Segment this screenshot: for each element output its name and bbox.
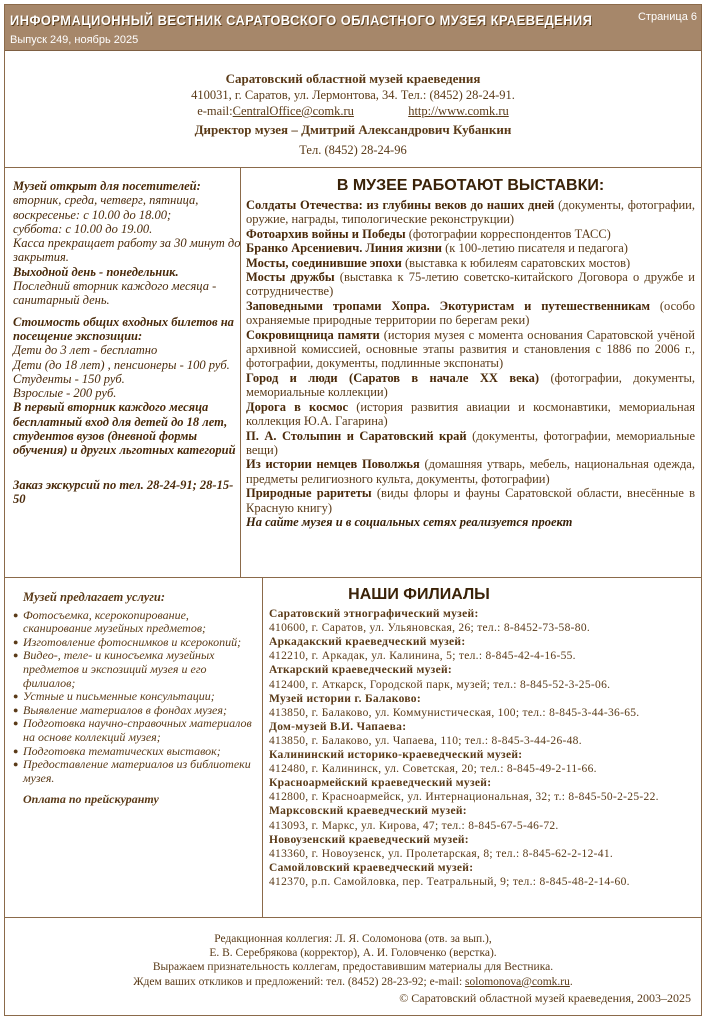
branch-name: Музей истории г. Балаково: (269, 692, 421, 705)
branch-name: Дом-музей В.И. Чапаева: (269, 720, 407, 733)
exhibition-name: Солдаты Отечества: из глубины веков до наших дней (246, 198, 555, 212)
visitor-info (13, 179, 241, 506)
exhibition-item (246, 429, 695, 458)
editorial-footer (5, 932, 701, 1005)
branch-address: 413850, г. Балаково, ул. Коммунистическая, 100; тел.: 8-845-3-44-36-65. (269, 706, 640, 719)
price-row: Студенты - 150 руб. (13, 371, 125, 386)
exhibition-name: Мосты дружбы (246, 270, 335, 285)
page-number: Страница 6 (637, 11, 697, 23)
editorial-line: Редакционная коллегия: Л. Я. Соломонова (отв. за вып.), (214, 933, 492, 945)
price-row: Взрослые - 200 руб. (13, 386, 117, 401)
branch-address: 412210, г. Аркадак, ул. Калинина, 5; тел.: 8-845-42-4-16-55. (269, 650, 576, 663)
column-divider (262, 577, 263, 917)
exhibitions-section (246, 177, 695, 529)
exhibition-name: Мосты, соединившие эпохи (246, 255, 402, 270)
service-item: ● Подготовка научно-справочных материалов на основе коллекций музея; (13, 717, 257, 744)
branch-address: 410600, г. Саратов, ул. Ульяновская, 26; тел.: 8-8452-73-58-80. (269, 622, 591, 635)
exhibition-name: П. А. Столыпин и Саратовский край (246, 428, 467, 443)
exhibition-item (246, 241, 695, 255)
issue-info: Выпуск 249, ноябрь 2025 (10, 34, 139, 46)
payment-note: Оплата по прейскуранту (23, 792, 159, 807)
exhibition-description: (история развития авиации и космонавтики, мемориальная коллекция Ю.А. Гагарина) (246, 399, 695, 429)
museum-address: 410031, г. Саратов, ул. Лермонтова, 34. Тел.: (8452) 28-24-91. (191, 88, 515, 102)
price-row: Дети до 3 лет - бесплатно (13, 343, 158, 358)
exhibition-item (246, 270, 695, 299)
service-item: ● Видео-, теле- и киносъемка музейных предметов и экспозиций музея и его филиалов; (13, 649, 257, 690)
branch-address: 413093, г. Маркс, ул. Кирова, 47; тел.: 8-845-67-5-46-72. (269, 819, 559, 832)
email-label: e-mail: (197, 104, 233, 118)
services-section (13, 591, 257, 807)
branch-address: 412480, г. Калининск, ул. Советская, 20; тел.: 8-845-49-2-11-66. (269, 763, 597, 776)
services-title: Музей предлагает услуги: (23, 590, 166, 604)
day-off: Выходной день - понедельник. (13, 264, 179, 279)
exhibition-name: Природные раритеты (246, 486, 372, 501)
exhibition-item (246, 457, 695, 486)
exhibition-description: (документы, фотографии, мемориальные вещи) (246, 428, 695, 457)
ticket-office-note: Касса прекращает работу за 30 минут до закрытия. (13, 236, 241, 265)
branch-name: Саратовский этнографический музей: (269, 608, 479, 621)
exhibitions-heading: В МУЗЕЕ РАБОТАЮТ ВЫСТАВКИ: (336, 177, 605, 194)
editorial-line: Выражаем признательность коллегам, предоставившим материалы для Вестника. (152, 961, 554, 974)
feedback-suffix: . (569, 975, 573, 988)
exhibition-item (246, 227, 695, 241)
exhibition-item (246, 198, 695, 227)
exhibition-description: (выставка к 75-летию советско-китайского Договора о дружбе и сотрудничестве) (246, 270, 695, 299)
service-item: ● Подготовка тематических выставок; (13, 745, 257, 759)
divider (5, 167, 701, 168)
excursion-booking: Заказ экскурсий по тел. 28-24-91; 28-15-50 (13, 477, 234, 506)
divider (5, 917, 701, 918)
feedback-email-link[interactable]: solomonova@comk.ru (465, 975, 570, 988)
exhibition-description: (виды флоры и фауны Саратовской области, внесённые в Красную книгу) (246, 486, 695, 515)
exhibition-name: Фотоархив войны и Победы (246, 226, 406, 241)
exhibition-item (246, 328, 695, 371)
services-list (13, 609, 257, 786)
divider (5, 577, 701, 578)
director-phone: Тел. (8452) 28-24-96 (299, 143, 407, 157)
director-name: Директор музея – Дмитрий Александрович Кубанкин (194, 122, 512, 137)
exhibition-item (246, 256, 695, 270)
branch-name: Марксовский краеведческий музей: (269, 805, 467, 818)
exhibition-description: (выставка к юбилеям саратовских мостов) (401, 255, 631, 270)
exhibition-name: Из истории немцев Поволжья (246, 457, 420, 472)
exhibition-description: (особо охраняемые природные территории по берегам реки) (246, 298, 695, 328)
branch-name: Самойловский краеведческий музей: (269, 861, 474, 874)
hours-days: вторник, среда, четверг, пятница, воскресенье: с 10.00 до 18.00; (13, 193, 199, 222)
branch-address: 413360, г. Новоузенск, ул. Пролетарская, 8; тел.: 8-845-62-2-12-41. (269, 847, 614, 860)
feedback-text: Ждем ваших откликов и предложений: тел. (8452) 28-23-92; e-mail: (133, 975, 466, 988)
branch-address: 412400, г. Аткарск, Городской парк, музей; тел.: 8-845-52-3-25-06. (269, 678, 611, 691)
website-link[interactable]: http://www.comk.ru (408, 104, 509, 118)
social-project-note: На сайте музея и в социальных сетях реализуется проект (246, 514, 573, 529)
newsletter-header (5, 5, 701, 51)
branch-name: Красноармейский краеведческий музей: (269, 777, 492, 790)
contact-links (5, 103, 701, 119)
service-item: ● Изготовление фотоснимков и ксерокопий; (13, 636, 257, 650)
service-item: ● Устные и письменные консультации; (13, 690, 257, 704)
exhibition-name: Сокровищница памяти (246, 327, 380, 342)
branches-section (269, 588, 701, 889)
prices-title: Стоимость общих входных билетов на посещение экспозиции: (13, 314, 234, 343)
exhibition-description: (документы, фотографии, оружие, награды, типологические реконструкции) (246, 198, 695, 227)
newsletter-page (4, 4, 702, 1016)
newsletter-title: ИНФОРМАЦИОННЫЙ ВЕСТНИК САРАТОВСКОГО ОБЛАСТНОГО МУЗЕЯ КРАЕВЕДЕНИЯ (10, 12, 593, 28)
branch-address: 413850, г. Балаково, ул. Чапаева, 110; тел.: 8-845-3-44-26-48. (269, 734, 582, 747)
email-link[interactable]: CentralOffice@comk.ru (232, 104, 354, 118)
service-item: ● Выявление материалов в фондах музея; (13, 704, 257, 718)
exhibition-item (246, 400, 695, 429)
free-entry-note: В первый вторник каждого месяца бесплатный вход для детей до 18 лет, студентов вузов (дневной формы обучения) и других льготных категорий (13, 400, 236, 458)
exhibition-item (246, 371, 695, 400)
exhibition-name: Заповедными тропами Хопра. Экотуристам и путешественникам (246, 298, 650, 313)
exhibition-name: Бранко Арсениевич. Линия жизни (246, 241, 443, 256)
service-item: ● Фотосъемка, ксерокопирование, сканирование музейных предметов; (13, 609, 257, 636)
copyright: © Саратовский областной музей краеведения, 2003–2025 (399, 990, 691, 1005)
branches-heading: НАШИ ФИЛИАЛЫ (348, 586, 490, 603)
branch-name: Калининский историко-краеведческий музей: (269, 749, 523, 762)
editorial-line: Е. В. Серебрякова (корректор), А. И. Головченко (верстка). (209, 947, 497, 960)
exhibition-description: (фотографии, документы, мемориальные коллекции) (246, 370, 696, 400)
exhibition-name: Город и люди (Саратов в начале XX века) (246, 370, 540, 385)
sanitary-day: Последний вторник каждого месяца - санитарный день. (13, 279, 217, 308)
exhibition-name: Дорога в космос (246, 399, 349, 414)
hours-title: Музей открыт для посетителей: (13, 179, 201, 193)
price-row: Дети (до 18 лет) , пенсионеры - 100 руб. (13, 357, 230, 372)
museum-name: Саратовский областной музей краеведения (225, 71, 481, 86)
branch-name: Аркадакский краеведческий музей: (269, 636, 466, 649)
branch-name: Новоузенский краеведческий музей: (269, 833, 469, 846)
exhibition-description: (домашняя утварь, мебель, национальная одежда, предметы религиозного культа, документы, фотографии) (246, 457, 695, 486)
exhibition-description: (фотографии корреспондентов ТАСС) (405, 226, 611, 241)
branch-address: 412370, р.п. Самойловка, пер. Театральный, 9; тел.: 8-845-48-2-14-60. (269, 875, 630, 888)
service-item: ● Предоставление материалов из библиотеки музея. (13, 758, 257, 785)
exhibition-item (246, 299, 695, 328)
exhibition-description: (история музея с момента основания Саратовской учёной архивной комиссией, основные этапы развития и становления с 1886 по 2006 г., фотографии, документы, подлинные экспонаты) (246, 327, 695, 371)
exhibitions-list (246, 198, 695, 515)
branch-address: 412800, г. Красноармейск, ул. Интернациональная, 32; т.: 8-845-50-2-25-22. (269, 791, 659, 804)
contacts-block (5, 71, 701, 158)
branch-name: Аткарский краеведческий музей: (269, 664, 453, 677)
branches-list (269, 607, 701, 889)
feedback-line (5, 975, 701, 989)
exhibition-description: (к 100-летию писателя и педагога) (442, 241, 628, 256)
hours-saturday: суббота: с 10.00 до 19.00. (13, 221, 153, 236)
exhibition-item (246, 486, 695, 515)
